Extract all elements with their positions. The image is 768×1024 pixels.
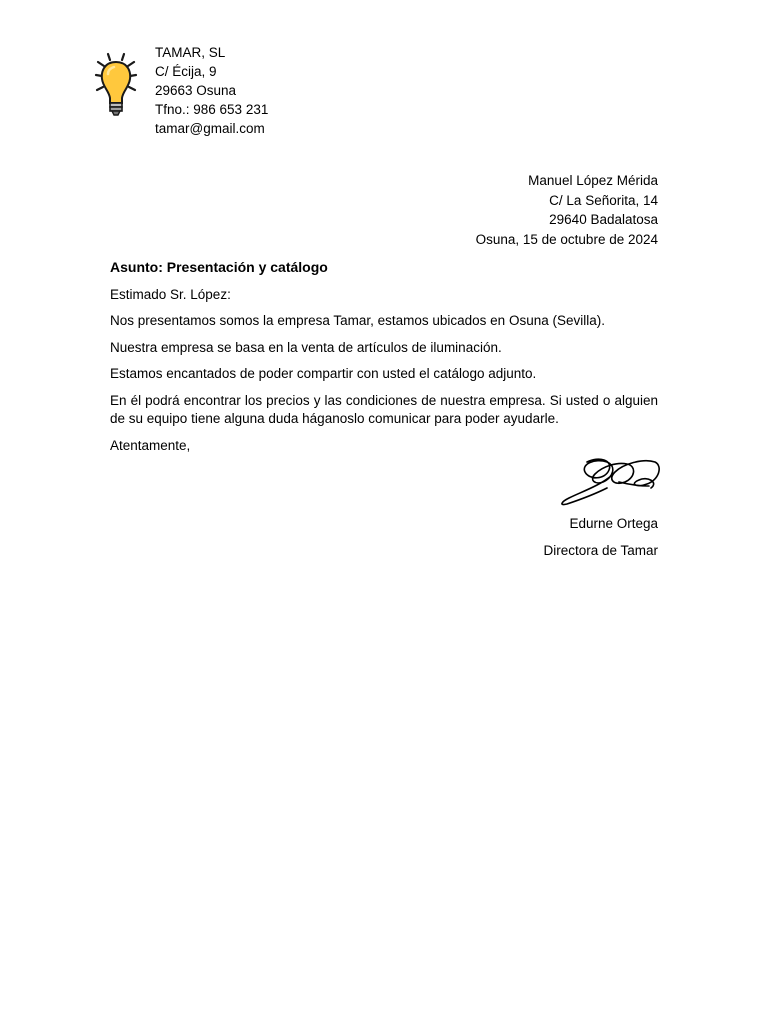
recipient-street: C/ La Señorita, 14 — [549, 192, 658, 208]
letter-body — [110, 258, 658, 463]
signer-name: Edurne Ortega — [569, 516, 658, 531]
lightbulb-icon — [82, 46, 150, 128]
sender-phone: Tfno.: 986 653 231 — [155, 102, 269, 117]
letter-paragraph: Estamos encantados de poder compartir con usted el catálogo adjunto. — [110, 366, 537, 381]
recipient-city: 29640 Badalatosa — [549, 212, 658, 227]
letter-closing: Atentamente, — [110, 437, 191, 453]
recipient-address-block — [476, 171, 658, 249]
sender-company: TAMAR, SL — [155, 45, 226, 60]
sender-email: tamar@gmail.com — [155, 121, 265, 136]
handwritten-signature — [555, 454, 663, 508]
letter-paragraph: Nos presentamos somos la empresa Tamar, estamos ubicados en Osuna (Sevilla). — [110, 313, 605, 328]
letter-date: Osuna, 15 de octubre de 2024 — [475, 231, 658, 247]
sender-city: 29663 Osuna — [155, 83, 237, 98]
letter-subject: Asunto: Presentación y catálogo — [110, 259, 328, 275]
letter-paragraph: Nuestra empresa se basa en la venta de artículos de iluminación. — [110, 339, 502, 355]
signer-role: Directora de Tamar — [543, 543, 658, 558]
letter-greeting: Estimado Sr. López: — [110, 286, 231, 302]
sender-address-block — [155, 43, 268, 138]
letter-paragraph: En él podrá encontrar los precios y las condiciones de nuestra empresa. Si usted o alguien de su equipo tiene alguna duda háganoslo comunicar para poder ayudarle. — [110, 392, 658, 426]
sender-street: C/ Écija, 9 — [155, 64, 217, 79]
recipient-name: Manuel López Mérida — [528, 173, 658, 188]
